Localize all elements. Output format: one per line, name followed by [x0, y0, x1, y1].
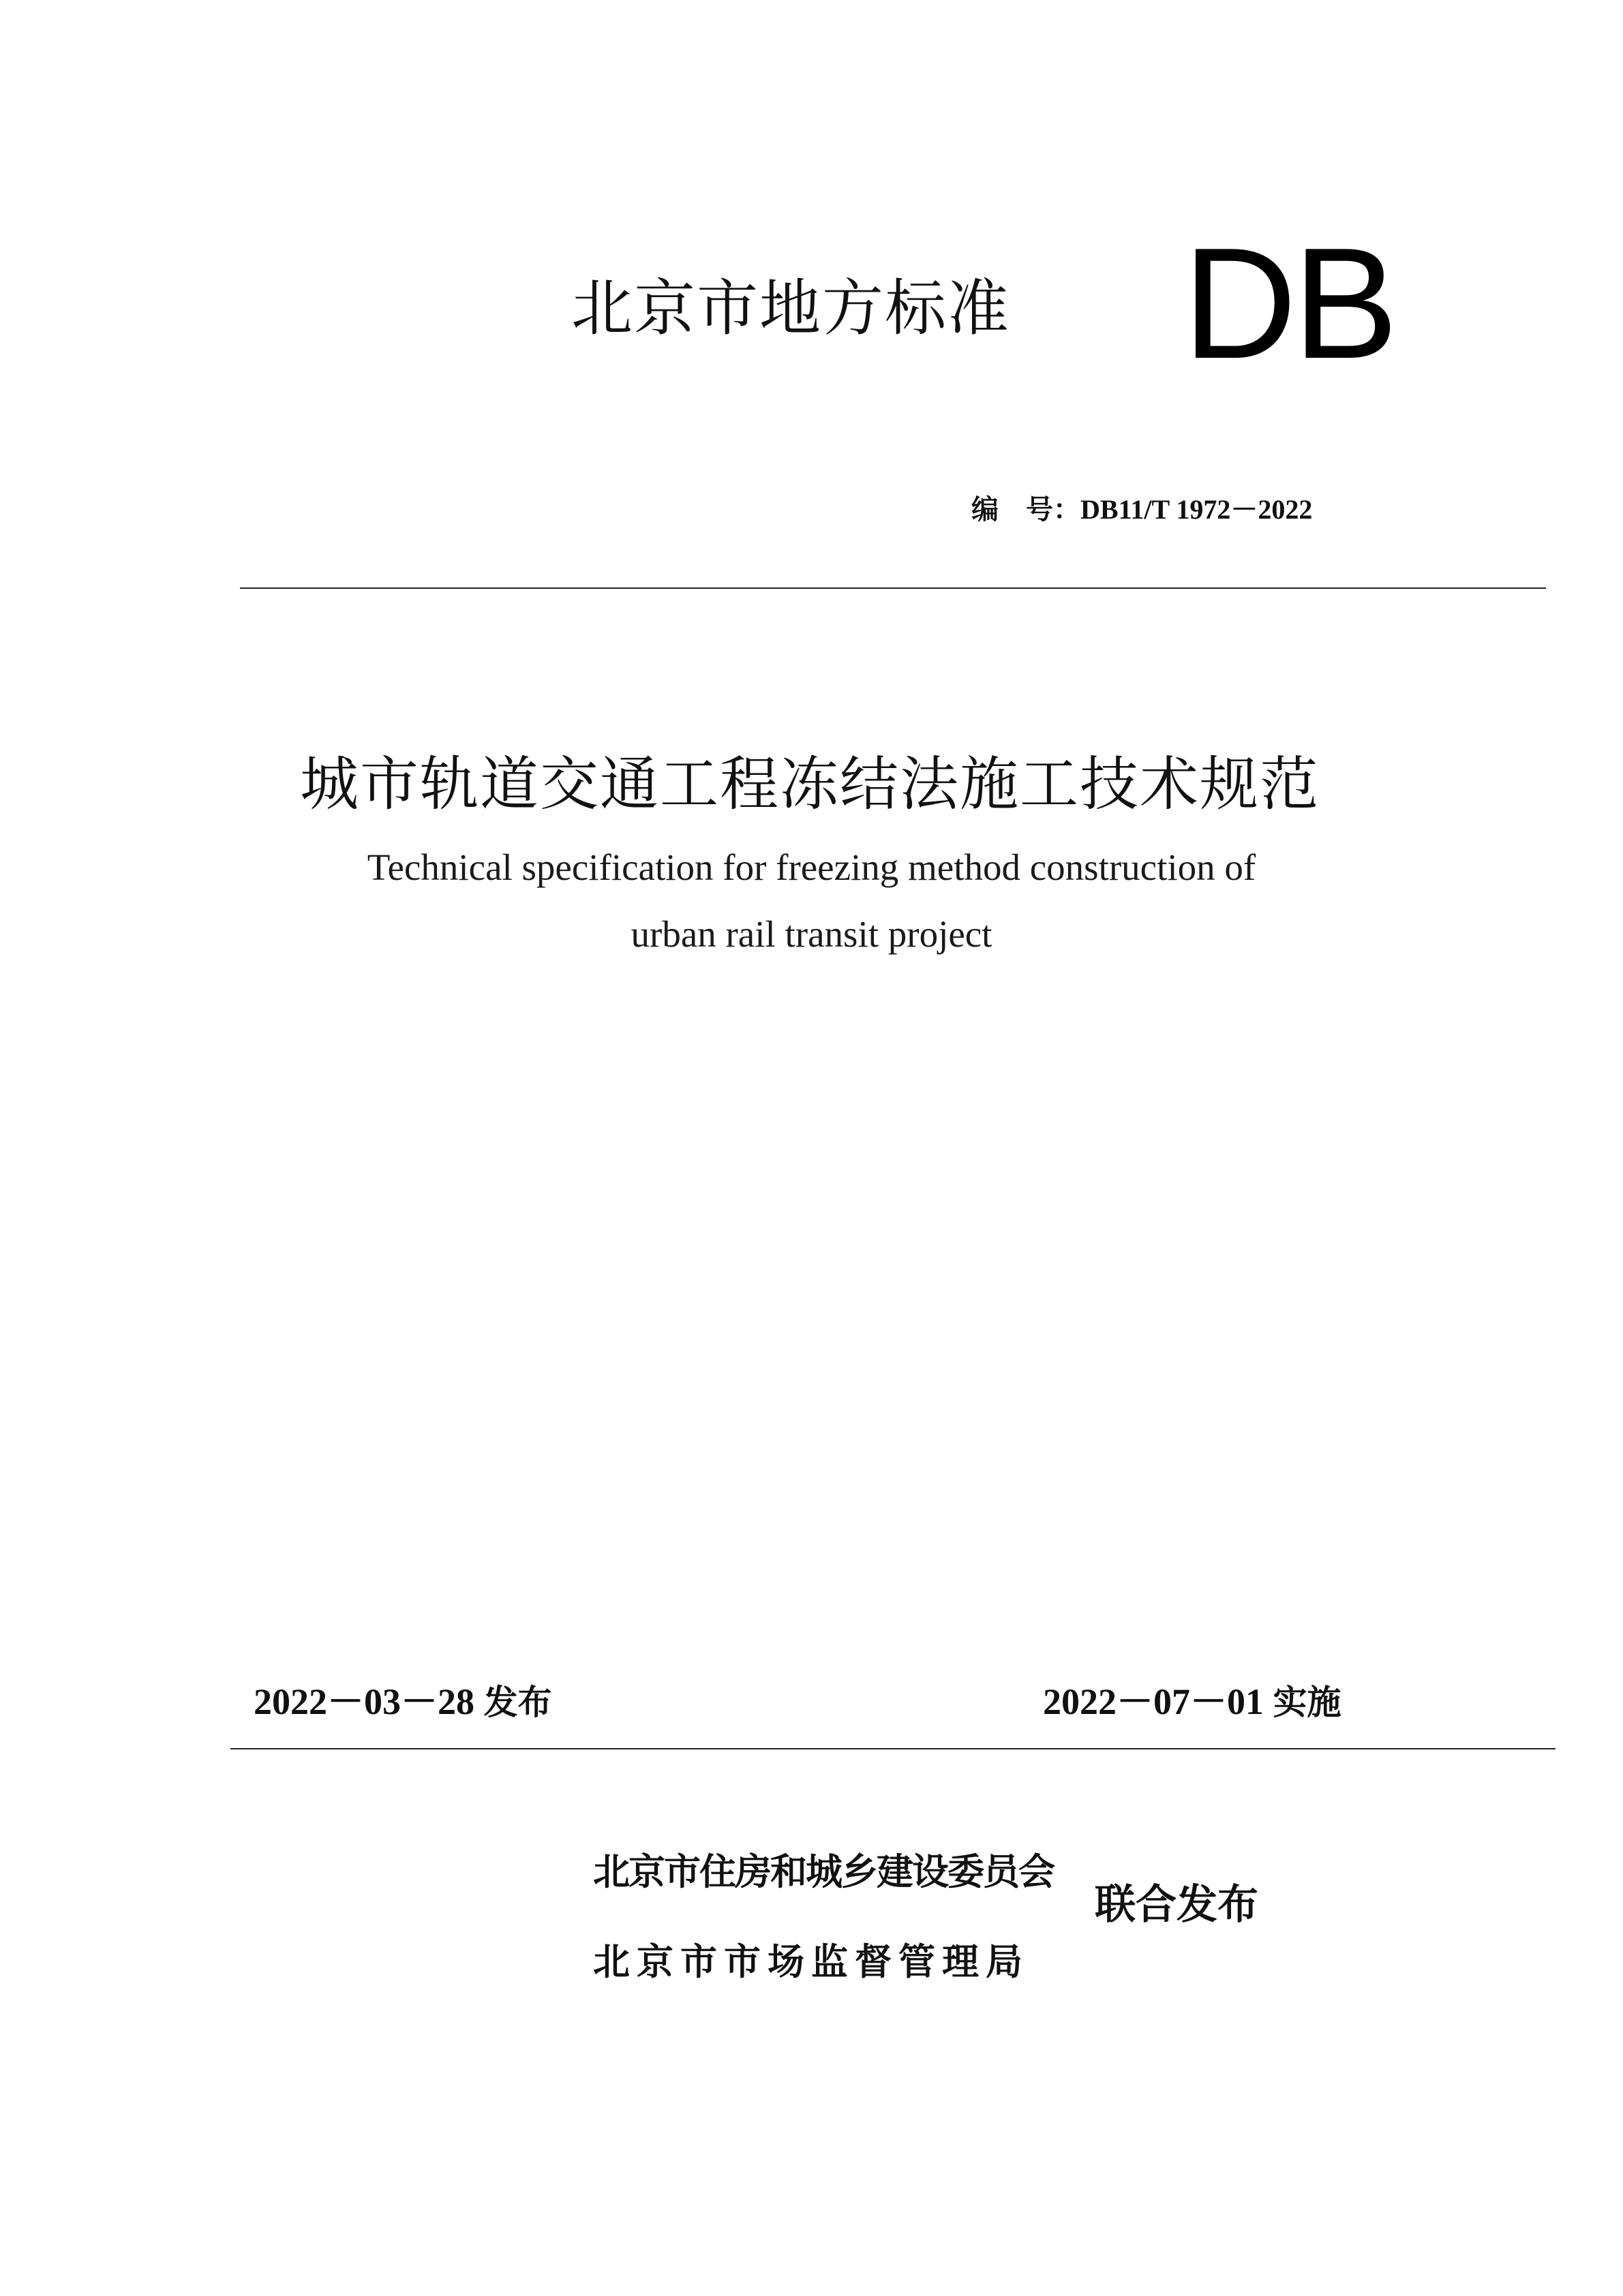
issue-date-label: 发布 — [483, 1683, 552, 1722]
joint-issue-label: 联合发布 — [1095, 1881, 1258, 1929]
issue-date — [254, 1683, 552, 1720]
standard-mark: DB — [1183, 215, 1395, 392]
standard-name: 北京市地方标准 — [571, 273, 1010, 344]
implementation-date-value: 2022－07－01 — [1043, 1681, 1264, 1722]
issuer-market-regulation: 北京市市场监督管理局 — [593, 1940, 1029, 1983]
implementation-date-label: 实施 — [1273, 1683, 1341, 1722]
issue-date-value: 2022－03－28 — [254, 1681, 474, 1722]
standard-number: 编 号：DB11/T 1972－2022 — [971, 494, 1313, 525]
issuer-housing-commission: 北京市住房和城乡建设委员会 — [593, 1850, 1054, 1893]
top-divider — [240, 587, 1546, 589]
bottom-divider — [230, 1748, 1556, 1749]
implementation-date — [1043, 1683, 1341, 1720]
title-english-line1: Technical specification for freezing method construction of — [367, 846, 1256, 888]
title-english-line2: urban rail transit project — [631, 913, 992, 955]
title-chinese: 城市轨道交通工程冻结法施工技术规范 — [300, 750, 1320, 818]
